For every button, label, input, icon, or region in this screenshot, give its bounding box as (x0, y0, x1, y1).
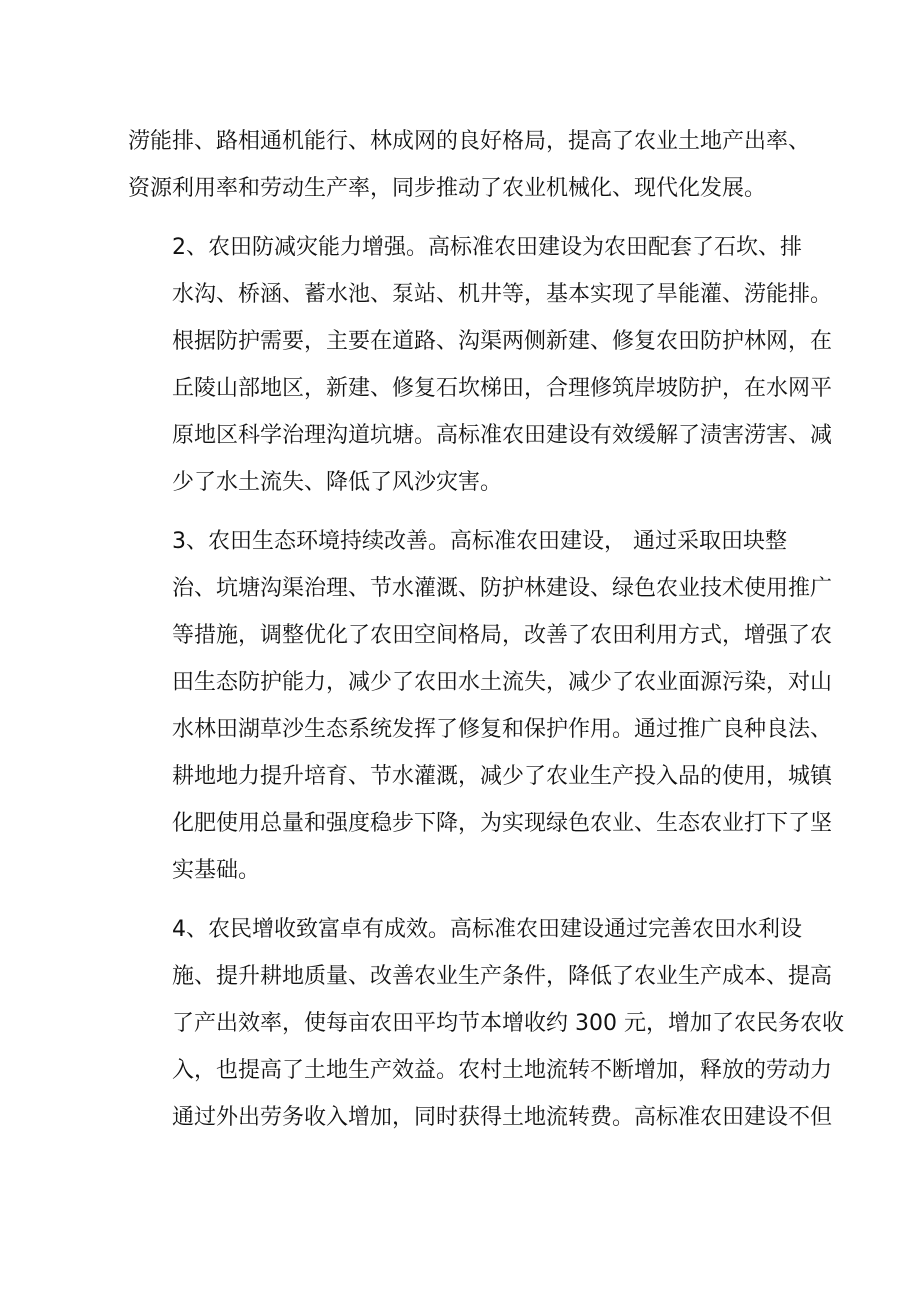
text-line: 田生态防护能力，减少了农田水土流失，减少了农业面源污染，对山 (172, 670, 833, 695)
text-line: 原地区科学治理沟道坑塘。高标准农田建设有效缓解了渍害涝害、减 (172, 423, 833, 448)
text-line: 等措施，调整优化了农田空间格局，改善了农田利用方式，增强了农 (172, 623, 833, 648)
text-line: 涝能排、路相通机能行、林成网的良好格局，提高了农业土地产出率、 (128, 129, 811, 154)
text-line: 化肥使用总量和强度稳步下降，为实现绿色农业、生态农业打下了坚 (172, 811, 833, 836)
text-line: 实基础。 (172, 858, 261, 883)
paragraph-disaster-prevention (128, 224, 833, 506)
text-line: 少了水土流失、降低了风沙灾害。 (172, 470, 503, 495)
text-line: 施、提升耕地质量、改善农业生产条件，降低了农业生产成本、提高 (172, 964, 833, 989)
document-body (128, 118, 844, 1141)
text-line: 水沟、桥涵、蓄水池、泵站、机井等，基本实现了旱能灌、涝能排。 (172, 282, 833, 307)
text-line: 3、农田生态环境持续改善。高标准农田建设， 通过采取田块整 (172, 529, 787, 554)
text-line: 丘陵山部地区，新建、修复石坎梯田，合理修筑岸坡防护，在水网平 (172, 376, 833, 401)
paragraph-farmer-income (128, 906, 844, 1141)
text-line: 入，也提高了土地生产效益。农村土地流转不断增加，释放的劳动力 (172, 1058, 833, 1083)
text-line: 水林田湖草沙生态系统发挥了修复和保护作用。通过推广良种良法、 (172, 717, 833, 742)
text-line: 资源利用率和劳动生产率，同步推动了农业机械化、现代化发展。 (128, 176, 767, 201)
paragraph-continuation (128, 118, 811, 212)
text-line: 通过外出劳务收入增加，同时获得土地流转费。高标准农田建设不但 (172, 1105, 833, 1130)
text-line: 4、农民增收致富卓有成效。高标准农田建设通过完善农田水利设 (172, 917, 802, 942)
text-line: 治、坑塘沟渠治理、节水灌溉、防护林建设、绿色农业技术使用推广 (172, 576, 833, 601)
text-line: 耕地地力提升培育、节水灌溉，减少了农业生产投入品的使用，城镇 (172, 764, 833, 789)
text-line: 根据防护需要，主要在道路、沟渠两侧新建、修复农田防护林网，在 (172, 329, 833, 354)
paragraph-ecology (128, 518, 833, 894)
text-line: 了产出效率，使每亩农田平均节本增收约 300 元，增加了农民务农收 (172, 1011, 844, 1036)
text-line: 2、农田防减灾能力增强。高标准农田建设为农田配套了石坎、排 (172, 235, 802, 260)
